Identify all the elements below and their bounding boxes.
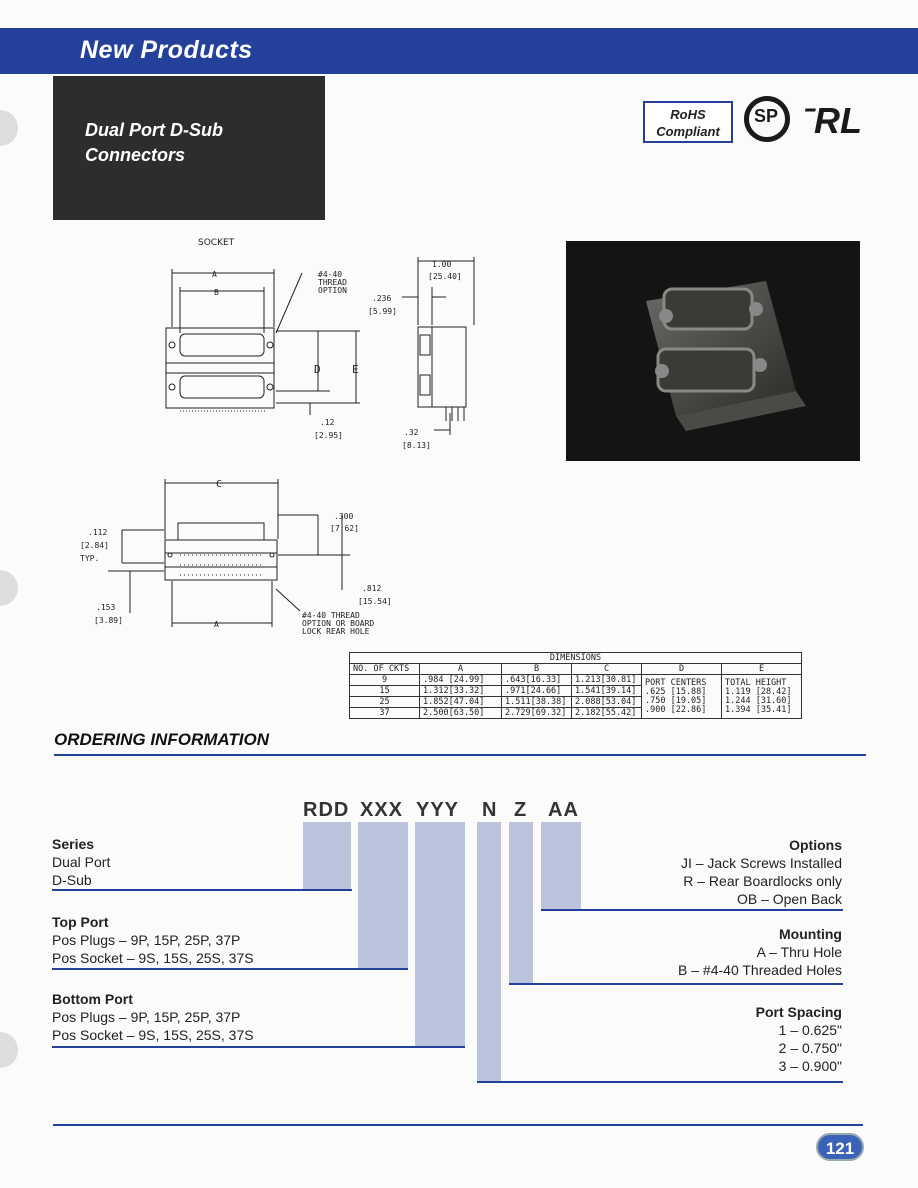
rohs-badge-line1: RoHS [670, 107, 706, 122]
options-line: JI – Jack Screws Installed [680, 855, 842, 871]
bottom-port-line: Pos Socket – 9S, 15S, 25S, 37S [52, 1027, 254, 1043]
dim-cell: .971[24.66] [502, 686, 572, 697]
lock-note-3: LOCK REAR HOLE [302, 627, 370, 636]
dim-e-cell [722, 675, 802, 719]
dim-300-mm-label: [7.62] [330, 524, 359, 533]
top-port-underline [52, 968, 408, 970]
series-underline [52, 889, 352, 891]
port-spacing-underline [477, 1081, 843, 1083]
product-photo [566, 241, 860, 461]
mounting-line: B – #4-40 Threaded Holes [678, 962, 842, 978]
options-underline [541, 909, 843, 911]
csa-logo: SP [744, 96, 790, 142]
dim-100-label: 1.00 [432, 260, 452, 269]
code-z: Z [514, 799, 528, 821]
series-block [52, 835, 110, 889]
dim-812-label: .812 [362, 584, 382, 593]
page-title: New Products [80, 36, 253, 64]
mounting-heading: Mounting [779, 926, 842, 942]
product-title-line2: Connectors [85, 145, 186, 165]
dim-e-label: E [352, 363, 359, 376]
port-spacing-line: 2 – 0.750" [778, 1040, 842, 1056]
dim-a-bottom-label: A [214, 620, 219, 629]
thread-note-1: #4-40 [318, 270, 343, 279]
product-title-box [53, 76, 325, 220]
dim-d-line: PORT CENTERS [645, 677, 707, 688]
bar-rdd [303, 822, 351, 890]
bottom-port-line: Pos Plugs – 9P, 15P, 25P, 37P [52, 1009, 241, 1025]
dim-cell: 2.729[69.32] [502, 708, 572, 719]
code-yyy: YYY [416, 799, 460, 821]
dim-cell: 25 [350, 697, 420, 708]
dim-a-label: A [212, 270, 217, 279]
options-line: R – Rear Boardlocks only [683, 873, 842, 889]
series-heading: Series [52, 836, 95, 852]
dim-header-a: A [420, 664, 502, 675]
port-spacing-line: 3 – 0.900" [778, 1058, 842, 1074]
binder-hole-bottom [0, 1032, 18, 1068]
bottom-port-block [52, 990, 254, 1044]
dim-d-line: .750 [19.05] [645, 695, 707, 706]
port-spacing-block [756, 1003, 842, 1075]
series-line: Dual Port [52, 854, 111, 870]
rohs-badge [643, 101, 733, 143]
dim-header-ckts: NO. OF CKTS [350, 664, 420, 675]
dim-236-label: .236 [372, 294, 392, 303]
dim-header-d: D [642, 664, 722, 675]
dim-cell: .643[16.33] [502, 675, 572, 686]
options-block [681, 836, 842, 908]
dim-header-b: B [502, 664, 572, 675]
technical-drawing [0, 225, 520, 645]
dim-d-cell [642, 675, 722, 719]
dim-812-mm-label: [15.54] [358, 597, 392, 606]
dim-typ-label: TYP. [80, 554, 100, 563]
ordering-title: ORDERING INFORMATION [54, 730, 270, 749]
dim-d-line: .625 [15.88] [645, 686, 707, 697]
dim-b-label: B [214, 288, 219, 297]
dim-cell: 2.182[55.42] [572, 708, 642, 719]
bar-aa [541, 822, 581, 910]
dim-12-label: .12 [320, 418, 335, 427]
dim-d-line: .900 [22.86] [645, 704, 707, 715]
footer-rule [53, 1124, 863, 1126]
binder-hole-top [0, 110, 18, 146]
dimensions-caption: DIMENSIONS [350, 653, 802, 664]
dim-cell: 2.088[53.04] [572, 697, 642, 708]
top-port-heading: Top Port [52, 914, 109, 930]
code-rdd: RDD [303, 799, 350, 821]
bottom-port-underline [52, 1046, 465, 1048]
rohs-badge-line2: Compliant [656, 124, 720, 139]
dim-153-mm-label: [3.89] [94, 616, 123, 625]
dim-cell: 1.312[33.32] [420, 686, 502, 697]
dim-d-label: D [314, 363, 321, 376]
dim-12-mm-label: [2.95] [314, 431, 343, 440]
dim-153-label: .153 [96, 603, 116, 612]
code-xxx: XXX [360, 799, 404, 821]
code-n: N [482, 799, 498, 821]
bar-z [509, 822, 533, 984]
dim-236-mm-label: [5.99] [368, 307, 397, 316]
dim-e-line: 1.244 [31.60] [725, 695, 792, 706]
dim-cell: 1.852[47.04] [420, 697, 502, 708]
port-spacing-heading: Port Spacing [755, 1004, 842, 1020]
thread-note-3: OPTION [318, 286, 347, 295]
dim-cell: .984 [24.99] [420, 675, 502, 686]
dim-header-c: C [572, 664, 642, 675]
bar-xxx [358, 822, 408, 970]
dim-300-label: .300 [334, 512, 354, 521]
ul-logo: ˉRL [802, 100, 862, 141]
dim-header-e: E [722, 664, 802, 675]
bottom-port-heading: Bottom Port [52, 991, 133, 1007]
dim-cell: 15 [350, 686, 420, 697]
top-port-line: Pos Plugs – 9P, 15P, 25P, 37P [52, 932, 241, 948]
lock-note-1: #4-40 THREAD [302, 611, 360, 620]
mounting-underline [509, 983, 843, 985]
dim-e-line: 1.119 [28.42] [725, 686, 792, 697]
socket-label: SOCKET [198, 238, 235, 248]
dim-c-label: C [216, 479, 223, 490]
dim-cell: 37 [350, 708, 420, 719]
bar-n [477, 822, 501, 1082]
mounting-line: A – Thru Hole [756, 944, 842, 960]
port-spacing-line: 1 – 0.625" [778, 1022, 842, 1038]
bar-yyy [415, 822, 465, 1047]
options-heading: Options [789, 837, 842, 853]
top-port-line: Pos Socket – 9S, 15S, 25S, 37S [52, 950, 254, 966]
dim-cell: 1.541[39.14] [572, 686, 642, 697]
top-port-block [52, 913, 254, 967]
code-aa: AA [548, 799, 579, 821]
thread-note-2: THREAD [318, 278, 347, 287]
options-line: OB – Open Back [736, 891, 842, 907]
dim-32-label: .32 [404, 428, 419, 437]
lock-note-2: OPTION OR BOARD [302, 619, 375, 628]
page-number: 121 [816, 1133, 864, 1161]
dim-112-mm-label: [2.84] [80, 541, 109, 550]
mounting-block [678, 925, 842, 979]
dim-cell: 1.511[38.38] [502, 697, 572, 708]
series-line: D-Sub [52, 872, 92, 888]
dim-e-line: TOTAL HEIGHT [725, 677, 787, 688]
ordering-rule [54, 754, 866, 756]
dim-cell: 9 [350, 675, 420, 686]
dim-cell: 2.500[63.50] [420, 708, 502, 719]
dim-100-mm-label: [25.40] [428, 272, 462, 281]
dimensions-table [349, 652, 802, 719]
dim-32-mm-label: [8.13] [402, 441, 431, 450]
dim-e-line: 1.394 [35.41] [725, 704, 792, 715]
product-title-line1: Dual Port D-Sub [85, 120, 223, 140]
dim-112-label: .112 [88, 528, 108, 537]
dim-cell: 1.213[30.81] [572, 675, 642, 686]
